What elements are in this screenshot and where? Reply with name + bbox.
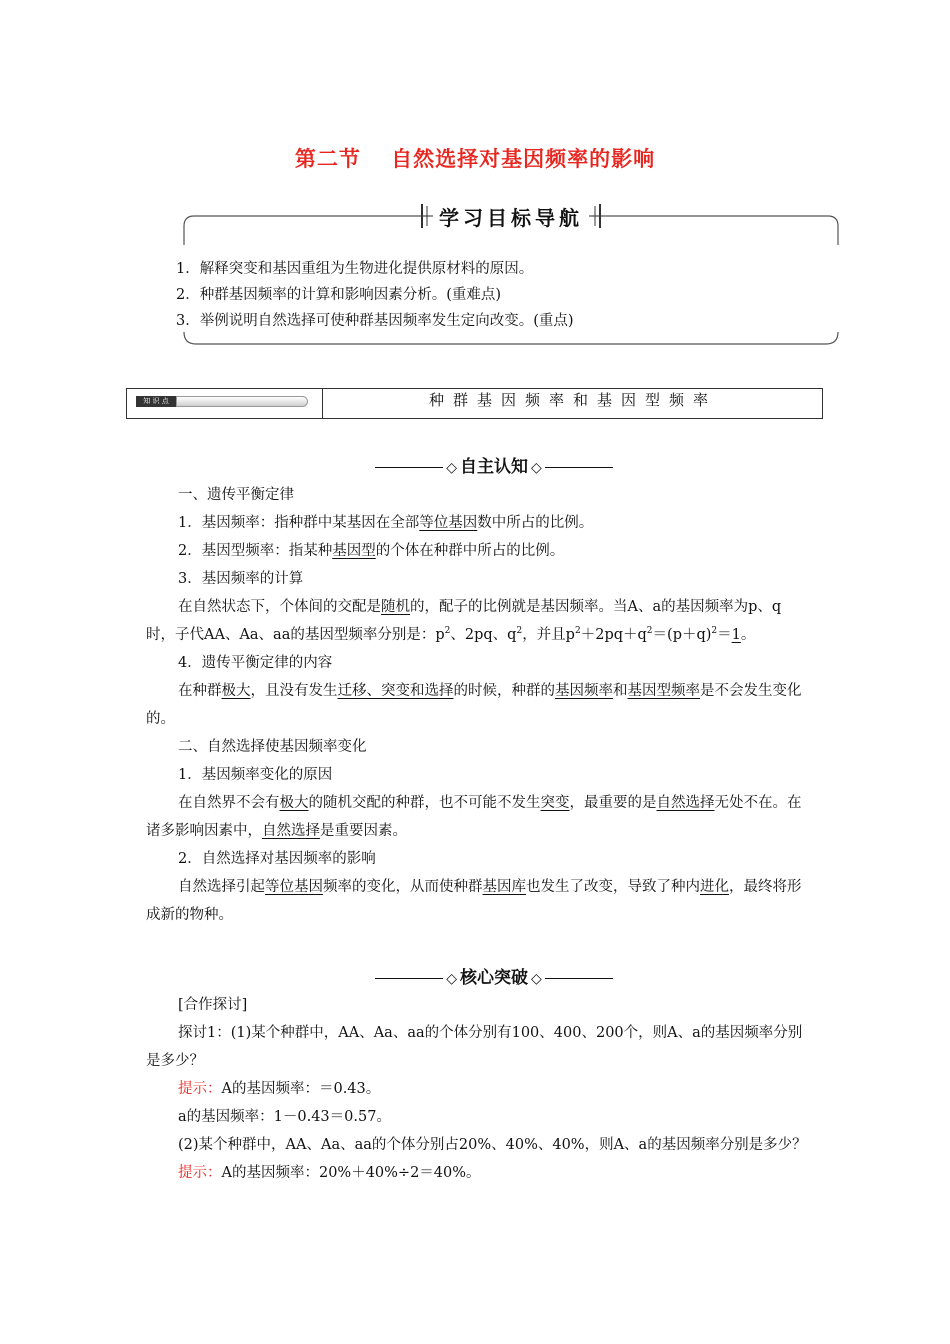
paragraph: 在种群极大，且没有发生迁移、突变和选择的时候，种群的基因频率和基因型频率是不会发生变化的。	[146, 683, 802, 727]
knowledge-point-tag	[127, 389, 323, 418]
subsection-heading: 一、遗传平衡定律	[178, 487, 294, 503]
question: (2)某个种群中，AA、Aa、aa的个体分别占20%、40%、40%，则A、a的基因频率分别是多少？	[178, 1137, 807, 1153]
diamond-icon: ◇	[531, 460, 542, 476]
answer: 提示：A的基因频率：20%＋40%÷2＝40%。	[178, 1165, 481, 1181]
paragraph: 2．自然选择对基因频率的影响	[178, 851, 376, 867]
goals-list	[176, 256, 574, 334]
goal-item: 2．种群基因频率的计算和影响因素分析。(重难点)	[176, 287, 502, 303]
tip-label: 提示：	[178, 1081, 222, 1097]
question: 探讨1：(1)某个种群中，AA、Aa、aa的个体分别有100、400、200个，则A、a的基因频率分别是多少？	[146, 1025, 803, 1069]
answer: 提示：A的基因频率：＝0.43。	[178, 1081, 381, 1097]
core-content	[146, 991, 808, 1187]
subsection-heading: 二、自然选择使基因频率变化	[178, 739, 367, 755]
self-study-content	[146, 481, 808, 929]
knowledge-point-bar	[176, 396, 308, 407]
goal-item: 1．解释突变和基因重组为生物进化提供原材料的原因。	[176, 261, 534, 277]
diamond-icon: ◇	[446, 971, 457, 987]
paragraph: 1．基因频率变化的原因	[178, 767, 333, 783]
knowledge-point-banner	[126, 388, 823, 419]
goals-heading: 学习目标导航	[180, 202, 842, 231]
paragraph: 2．基因型频率：指某种基因型的个体在种群中所占的比例。	[178, 543, 565, 559]
paragraph: 在自然界不会有极大的随机交配的种群，也不可能不发生突变，最重要的是自然选择无处不在。在诸多影响因素中，自然选择是重要因素。	[146, 795, 802, 839]
answer: a的基因频率：1－0.43＝0.57。	[178, 1109, 391, 1125]
diamond-icon: ◇	[446, 460, 457, 476]
paragraph: 3．基因频率的计算	[178, 571, 304, 587]
page-title: 第二节 自然选择对基因频率的影响	[294, 147, 656, 171]
tip-label: 提示：	[178, 1165, 222, 1181]
paragraph: 在自然状态下，个体间的交配是随机的，配子的比例就是基因频率。当A、a的基因频率为p、q时，子代AA、Aa、aa的基因型频率分别是：$p^2$、2pq、$q^2$，并且$p^2+2pq+q^2=(p+q)^2=1$。	[146, 599, 782, 643]
knowledge-point-title: 种群基因频率和基因型频率	[428, 391, 717, 409]
section-heading-core: ◇ 核心突破 ◇	[360, 963, 628, 988]
knowledge-point-badge: 知 识 点	[136, 396, 176, 407]
paragraph: 自然选择引起等位基因频率的变化，从而使种群基因库也发生了改变，导致了种内进化，最终将形成新的物种。	[146, 879, 802, 923]
paragraph: 4．遗传平衡定律的内容	[178, 655, 333, 671]
goal-item: 3．举例说明自然选择可使种群基因频率发生定向改变。(重点)	[176, 313, 574, 329]
paragraph: 1．基因频率：指种群中某基因在全部等位基因数中所占的比例。	[178, 515, 594, 531]
diamond-icon: ◇	[531, 971, 542, 987]
section-heading-self-study: ◇ 自主认知 ◇	[360, 452, 628, 477]
discussion-label: [合作探讨]	[178, 997, 248, 1013]
